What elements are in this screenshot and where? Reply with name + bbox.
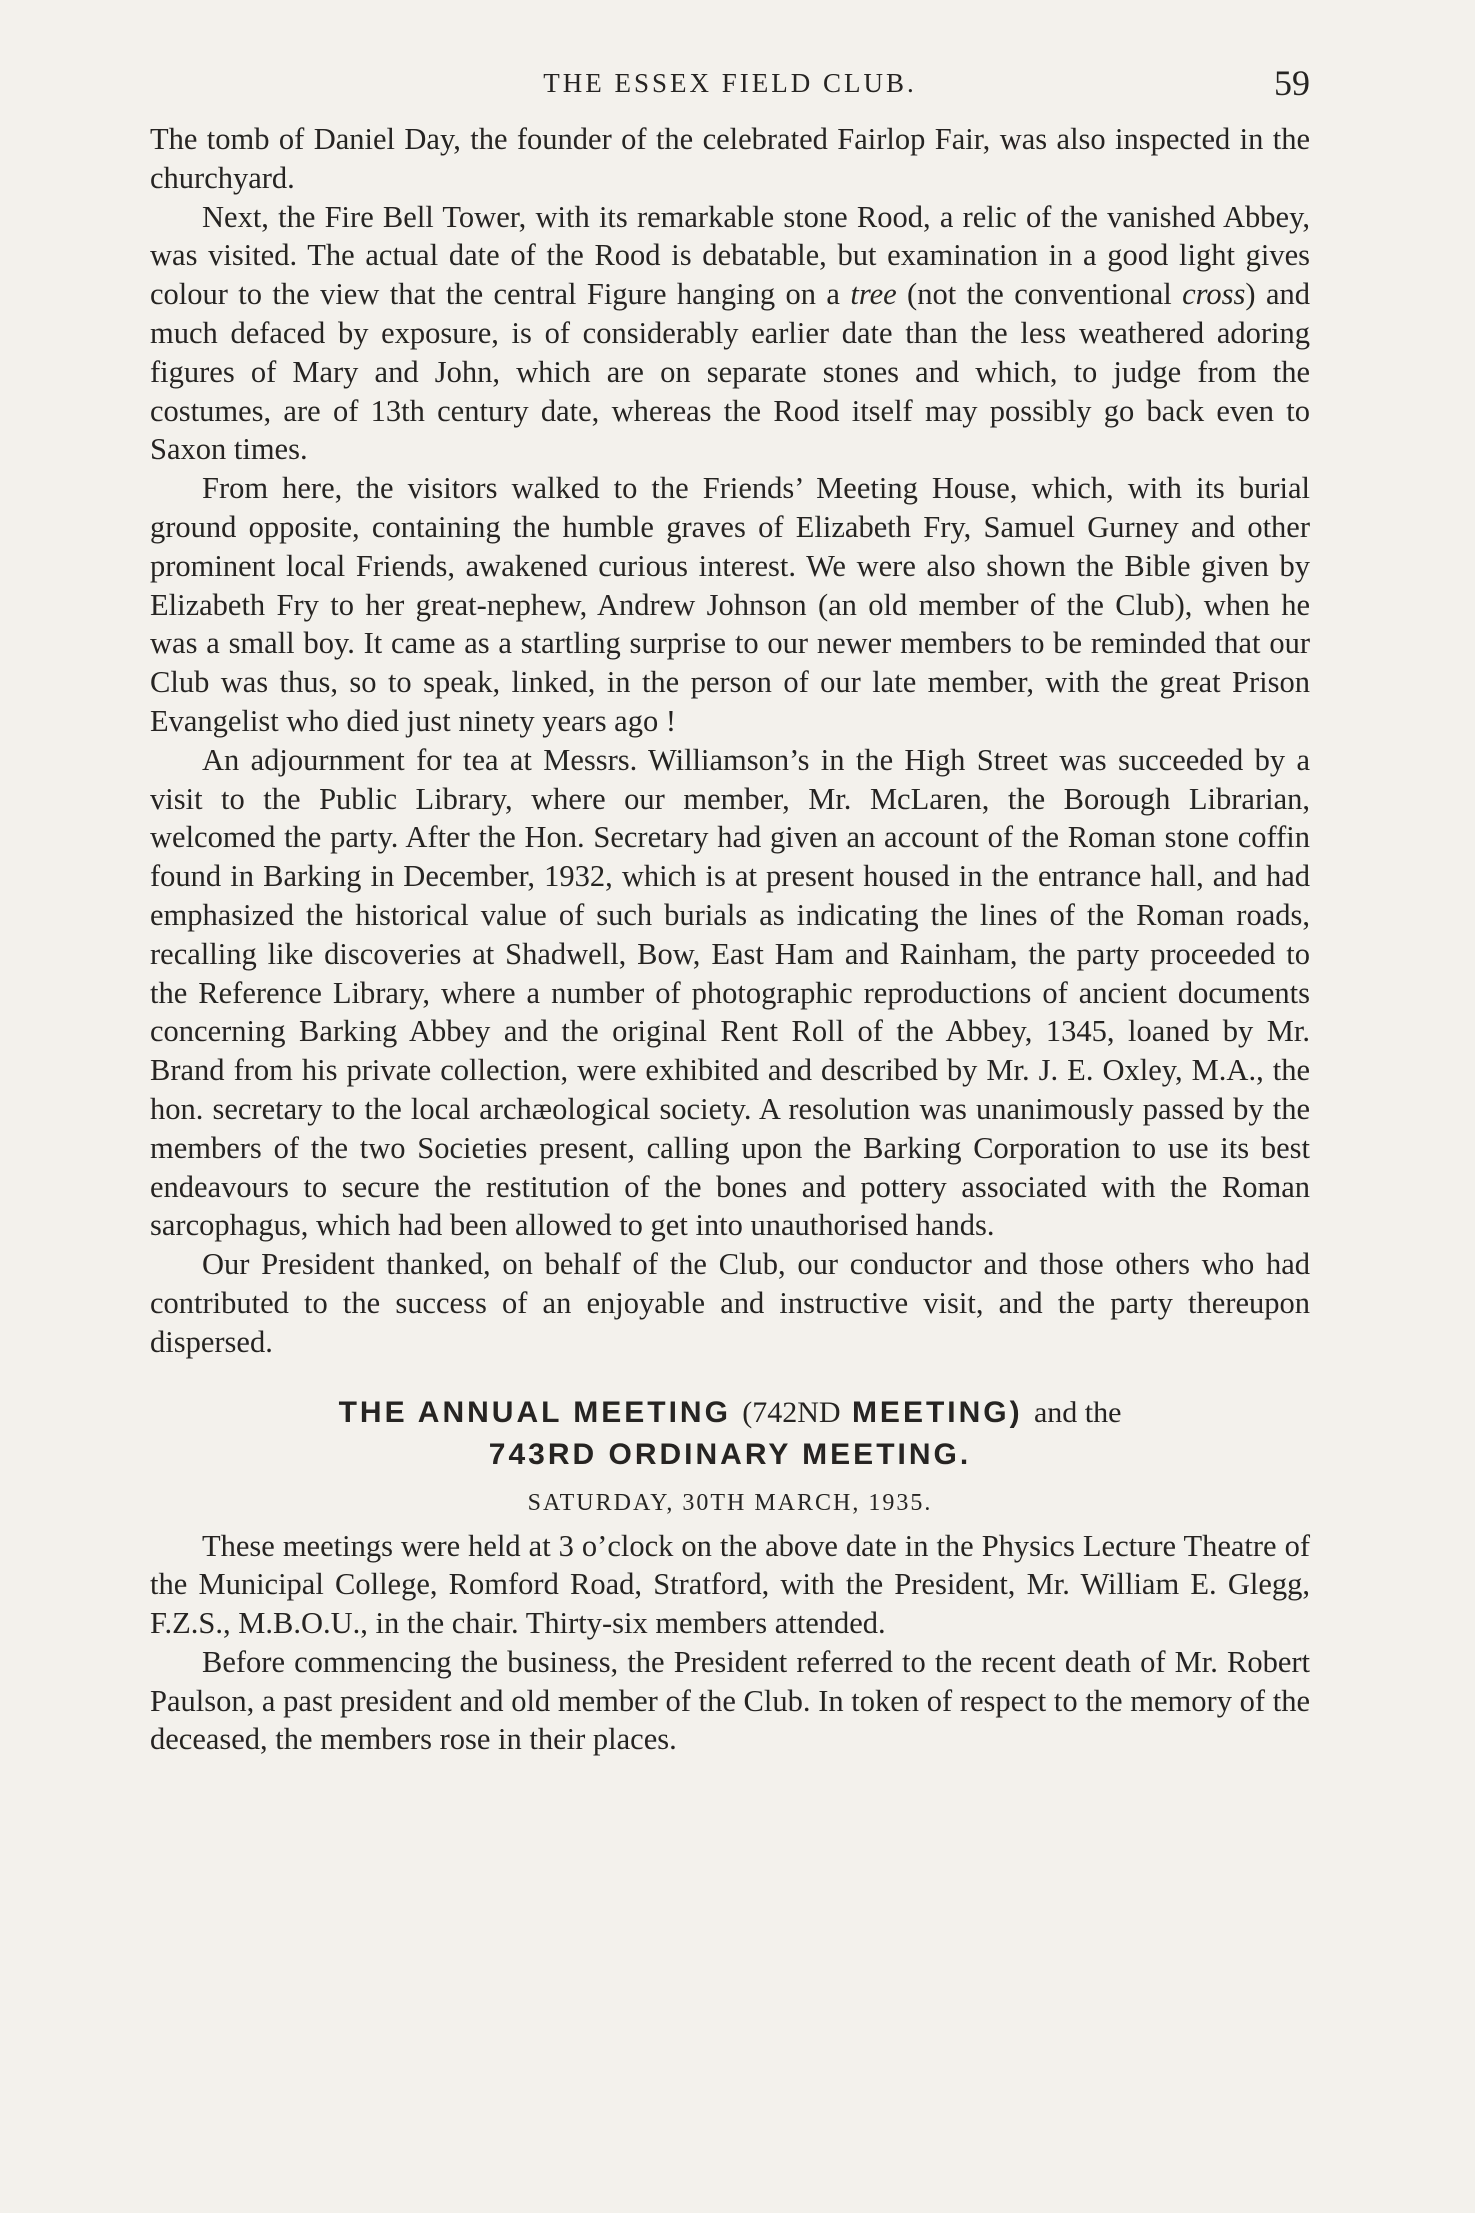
heading-and-the: and the: [1033, 1395, 1122, 1429]
section-heading-line-1: [150, 1392, 1310, 1434]
paragraph-president-thanks: Our President thanked, on behalf of the Club, our conductor and those others who had contributed to the success of an enjoyable and instructive visit, and the party thereupon dispersed.: [150, 1247, 1310, 1359]
section-body: [150, 1527, 1310, 1760]
body-text: [150, 120, 1310, 1362]
heading-meeting-number: (742ND: [742, 1395, 841, 1429]
paragraph-meetings-held: These meetings were held at 3 o’clock on the above date in the Physics Lecture Theatre of the Municipal College, Romford Road, Stratford, with the President, Mr. William E. Glegg, F.Z.S., M.B.O.U., in the chair. Thirty-six members attended.: [150, 1528, 1310, 1641]
heading-annual-meeting: THE ANNUAL MEETING: [338, 1395, 731, 1429]
running-title: THE ESSEX FIELD CLUB.: [543, 68, 917, 98]
running-head: [150, 60, 1310, 120]
meeting-date: SATURDAY, 30TH MARCH, 1935.: [527, 1489, 933, 1516]
paragraph-fire-bell-tower-text-3: ) and much defaced by exposure, is of considerably earlier date than the less weathered adoring figures of Mary and John, which are on separate stones and which, to judge from the costumes, are of 13th century date, whereas the Rood itself may possibly go back even to Saxon times.: [150, 277, 1310, 467]
heading-meeting-word: MEETING): [851, 1395, 1023, 1429]
section-heading-line-2: 743RD ORDINARY MEETING.: [488, 1437, 972, 1471]
paragraph-fire-bell-tower-text-1: Next, the Fire Bell Tower, with its remarkable stone Rood, a relic of the vanished Abbey, was visited. The actual date of the Rood is debatable, but examination in a good light gives colour to the view that the central Figure hanging on a: [150, 199, 1310, 312]
italic-word-tree: tree: [850, 277, 897, 312]
paragraph-fire-bell-tower: [150, 198, 1310, 470]
paragraph-tomb: The tomb of Daniel Day, the founder of the celebrated Fairlop Fair, was also inspected in the churchyard.: [150, 122, 1310, 195]
paragraph-fire-bell-tower-text-2: (not the conventional: [907, 277, 1172, 312]
page-number: 59: [1274, 63, 1310, 103]
paragraph-public-library: An adjournment for tea at Messrs. Williamson’s in the High Street was succeeded by a visit to the Public Library, where our member, Mr. McLaren, the Borough Librarian, welcomed the party. After the Hon. Secretary had given an account of the Roman stone coffin found in Barking in December, 1932, which is at present housed in the entrance hall, and had emphasized the historical value of such burials as indicating the lines of the Roman roads, recalling like discoveries at Shadwell, Bow, East Ham and Rainham, the party proceeded to the Reference Library, where a number of photographic reproductions of ancient documents concerning Barking Abbey and the original Rent Roll of the Abbey, 1345, loaned by Mr. Brand from his private collection, were exhibited and described by Mr. J. E. Oxley, M.A., the hon. secretary to the local archæological society. A resolution was unanimously passed by the members of the two Societies present, calling upon the Barking Corporation to use its best endeavours to secure the restitution of the bones and pottery associated with the Roman sarcophagus, which had been allowed to get into unauthorised hands.: [150, 742, 1310, 1243]
paragraph-paulson-death: Before commencing the business, the President referred to the recent death of Mr. Robert Paulson, a past president and old member of the Club. In token of respect to the memory of the deceased, the members rose in their places.: [150, 1644, 1310, 1757]
paragraph-friends-meeting-house: From here, the visitors walked to the Friends’ Meeting House, which, with its burial ground opposite, containing the humble graves of Elizabeth Fry, Samuel Gurney and other prominent local Friends, awakened curious interest. We were also shown the Bible given by Elizabeth Fry to her great-nephew, Andrew Johnson (an old member of the Club), when he was a small boy. It came as a startling surprise to our newer members to be reminded that our Club was thus, so to speak, linked, in the person of our late member, with the great Prison Evangelist who died just ninety years ago !: [150, 471, 1310, 738]
section-heading: [150, 1392, 1310, 1476]
page: [150, 60, 1310, 1759]
italic-word-cross: cross: [1182, 277, 1246, 312]
